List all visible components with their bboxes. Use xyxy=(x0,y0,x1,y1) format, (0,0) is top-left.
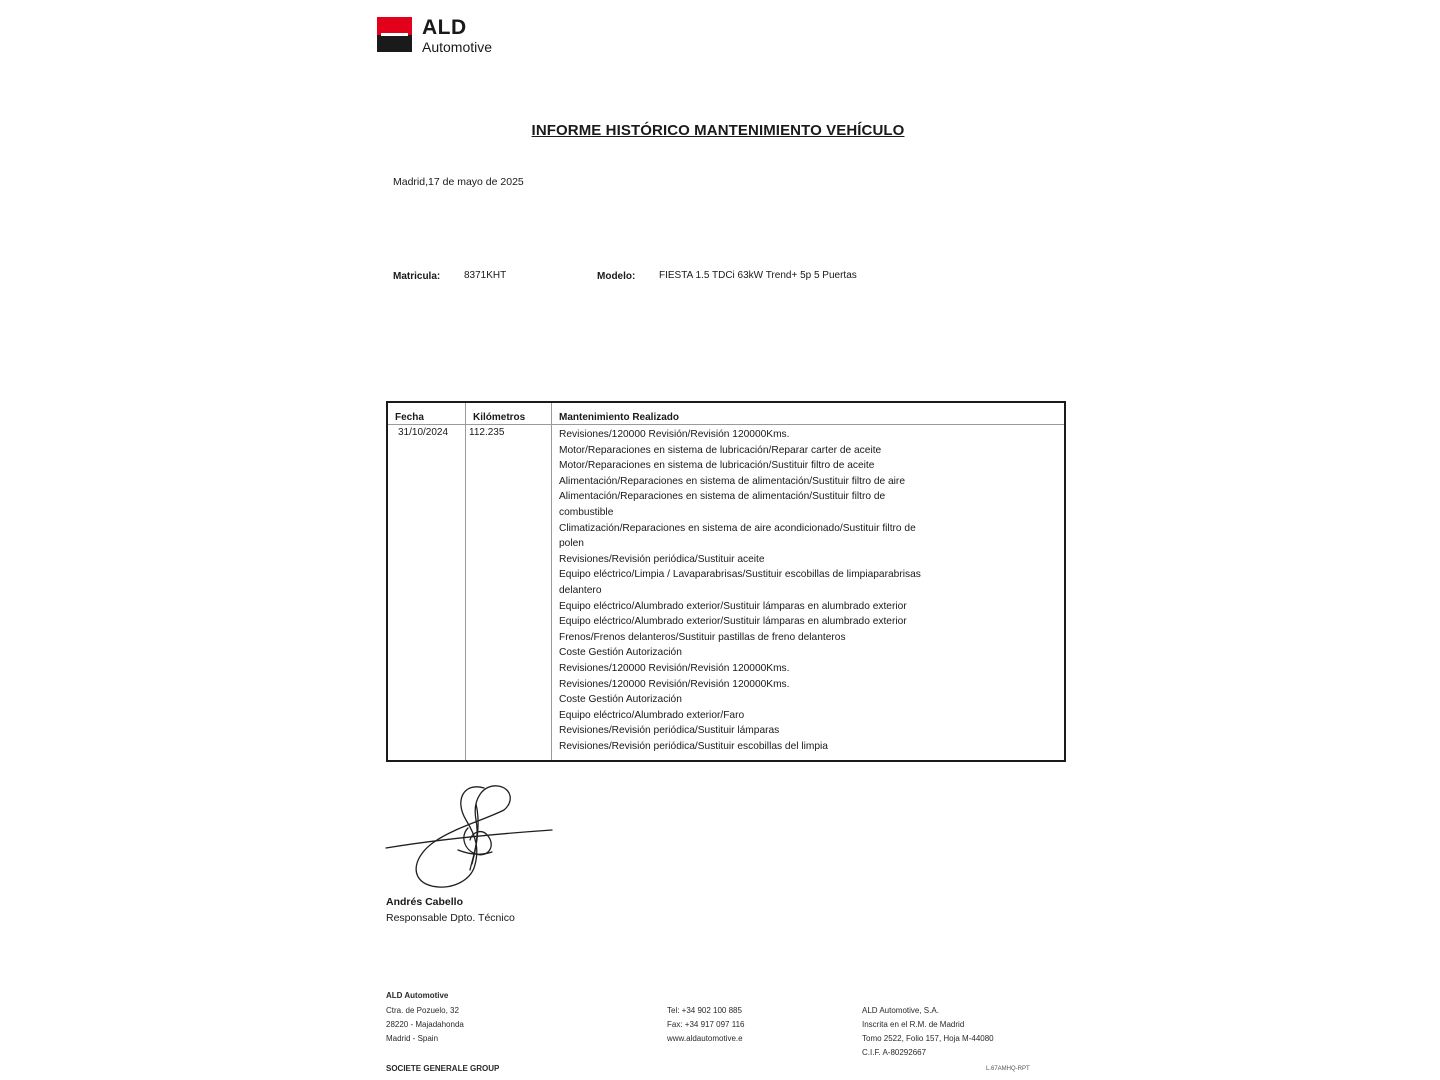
row-km: 112.235 xyxy=(469,427,505,438)
work-item: Revisiones/Revisión periódica/Sustituir escobillas del limpia xyxy=(559,740,828,752)
logo-name: ALD xyxy=(422,16,467,39)
footer-company: ALD Automotive xyxy=(386,991,449,1000)
work-item: Coste Gestión Autorización xyxy=(559,647,682,659)
footer-legal-line: ALD Automotive, S.A. xyxy=(862,1006,939,1015)
ald-logo-mark-icon xyxy=(377,17,412,52)
work-item: delantero xyxy=(559,584,602,596)
row-date: 31/10/2024 xyxy=(398,427,449,438)
work-item: Revisiones/Revisión periódica/Sustituir aceite xyxy=(559,553,765,565)
footer-doc-ref: L.67AMHQ-RPT xyxy=(986,1066,1030,1072)
work-item: Alimentación/Reparaciones en sistema de alimentación/Sustituir filtro de aire xyxy=(559,475,905,487)
work-item: Revisiones/120000 Revisión/Revisión 120000Kms. xyxy=(559,678,790,690)
footer-legal-line: Tomo 2522, Folio 157, Hoja M-44080 xyxy=(862,1034,994,1043)
signer-name: Andrés Cabello xyxy=(386,896,464,908)
maintenance-table xyxy=(386,401,1066,762)
footer-legal-line: Inscrita en el R.M. de Madrid xyxy=(862,1020,965,1029)
signer-role: Responsable Dpto. Técnico xyxy=(386,912,515,924)
column-divider xyxy=(465,403,466,760)
header-date: Fecha xyxy=(395,412,424,423)
footer-address-line: Madrid - Spain xyxy=(386,1034,439,1043)
column-divider xyxy=(551,403,552,760)
plate-value: 8371KHT xyxy=(464,270,507,281)
document-date: Madrid,17 de mayo de 2025 xyxy=(393,176,524,188)
header-km: Kilómetros xyxy=(473,412,526,423)
footer-group: SOCIETE GENERALE GROUP xyxy=(386,1064,500,1073)
footer-phone: Tel: +34 902 100 885 xyxy=(667,1006,742,1015)
work-item: Equipo eléctrico/Limpia / Lavaparabrisas/Sustituir escobillas de limpiaparabrisas xyxy=(559,569,921,581)
footer-legal-line: C.I.F. A-80292667 xyxy=(862,1048,927,1057)
footer-address-line: Ctra. de Pozuelo, 32 xyxy=(386,1006,459,1015)
footer-address-line: 28220 - Majadahonda xyxy=(386,1020,464,1029)
work-item: combustible xyxy=(559,506,614,518)
work-item: Motor/Reparaciones en sistema de lubricación/Reparar carter de aceite xyxy=(559,444,882,456)
logo-subtitle: Automotive xyxy=(422,39,493,55)
work-item: Revisiones/Revisión periódica/Sustituir lámparas xyxy=(559,725,780,737)
handwritten-signature xyxy=(384,780,559,895)
footer-fax: Fax: +34 917 097 116 xyxy=(667,1020,745,1029)
work-item: Revisiones/120000 Revisión/Revisión 120000Kms. xyxy=(559,662,790,674)
model-value: FIESTA 1.5 TDCi 63kW Trend+ 5p 5 Puertas xyxy=(659,270,857,281)
header-divider xyxy=(388,424,1064,425)
work-item: Equipo eléctrico/Alumbrado exterior/Faro xyxy=(559,709,745,721)
work-item: Revisiones/120000 Revisión/Revisión 120000Kms. xyxy=(559,429,790,440)
work-item: Frenos/Frenos delanteros/Sustituir pastillas de freno delanteros xyxy=(559,631,846,643)
work-item: Climatización/Reparaciones en sistema de aire acondicionado/Sustituir filtro de xyxy=(559,522,916,534)
work-item: Equipo eléctrico/Alumbrado exterior/Sustituir lámparas en alumbrado exterior xyxy=(559,616,907,628)
document-title: INFORME HISTÓRICO MANTENIMIENTO VEHÍCULO xyxy=(531,122,905,139)
work-item: polen xyxy=(559,538,584,550)
work-item: Equipo eléctrico/Alumbrado exterior/Sustituir lámparas en alumbrado exterior xyxy=(559,600,907,612)
footer-website: www.aldautomotive.e xyxy=(667,1034,743,1043)
model-label: Modelo: xyxy=(597,271,636,282)
work-item: Alimentación/Reparaciones en sistema de alimentación/Sustituir filtro de xyxy=(559,491,886,503)
work-item: Motor/Reparaciones en sistema de lubricación/Sustituir filtro de aceite xyxy=(559,460,875,472)
header-work: Mantenimiento Realizado xyxy=(559,412,680,423)
work-items-list xyxy=(559,427,989,754)
work-item: Coste Gestión Autorización xyxy=(559,694,682,706)
plate-label: Matricula: xyxy=(393,271,441,282)
